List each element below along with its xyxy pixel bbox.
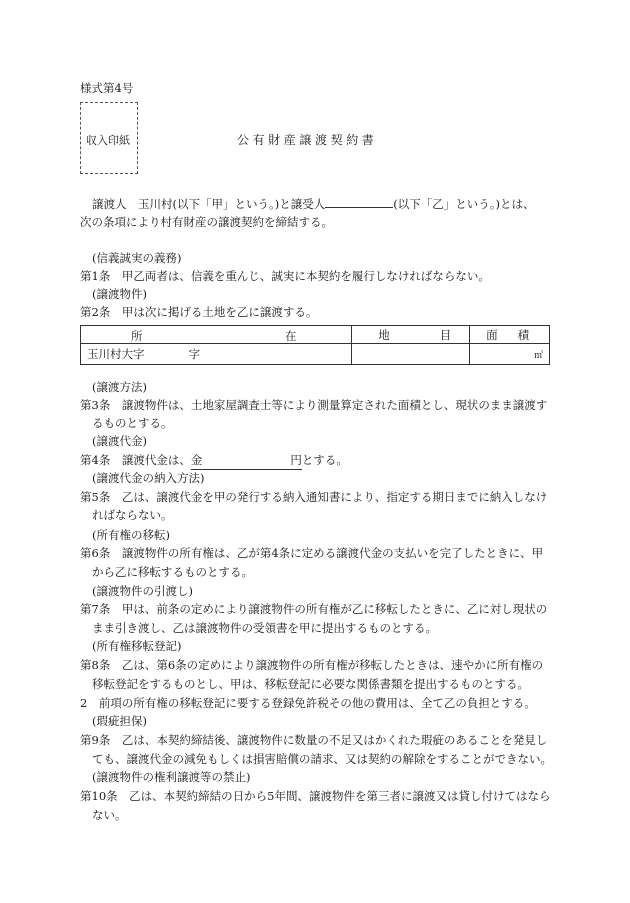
article-6-heading: (所有権の移転) xyxy=(92,528,170,542)
document-title: 公有財産譲渡契約書 xyxy=(237,133,378,147)
article-7-text-1: 第7条 甲は、前条の定めにより譲渡物件の所有権が乙に移転したときに、乙に対し現状の xyxy=(80,602,548,616)
article-9-text-1: 第9条 乙は、本契約締結後、譲渡物件に数量の不足又はかくれた瑕疵のあることを発見し xyxy=(80,733,548,747)
article-8-text-2: 移転登記をするものとし、甲は、移転登記に必要な関係書類を提出するものとする。 xyxy=(92,677,529,691)
header-location: 所 在 xyxy=(81,326,352,344)
article-1-text: 第1条 甲乙両者は、信義を重んじ、誠実に本契約を履行しなければならない。 xyxy=(80,269,490,283)
price-blank: 金 円 xyxy=(191,451,302,470)
preamble-line-1 xyxy=(92,195,534,213)
article-9-text-2: ても、譲渡代金の減免もしくは損害賠償の請求、又は契約の解除をすることができない。 xyxy=(92,752,552,766)
article-3-text-1: 第3条 譲渡物件は、土地家屋調査士等により測量算定された面積とし、現状のまま譲渡す xyxy=(80,398,548,412)
location-cell: 玉川村大字 字 xyxy=(81,344,352,365)
article-5-text-2: ればならない。 xyxy=(92,508,173,522)
header-land-category: 地 目 xyxy=(352,326,470,344)
form-number: 様式第4号 xyxy=(80,81,134,95)
article-9-heading: (瑕疵担保) xyxy=(92,714,147,728)
land-category-cell xyxy=(352,344,470,365)
article-10-text-1: 第10条 乙は、本契約締結の日から5年間、譲渡物件を第三者に譲渡又は貸し付けてはなら xyxy=(80,789,551,803)
stamp-label: 収入印紙 xyxy=(86,134,130,147)
article-3-text-2: るものとする。 xyxy=(92,416,173,430)
article-2-heading: (譲渡物件) xyxy=(92,287,147,301)
article-4-heading: (譲渡代金) xyxy=(92,434,147,448)
article-3-heading: (譲渡方法) xyxy=(92,380,147,394)
article-1-heading: (信義誠実の義務) xyxy=(92,251,182,265)
article-6-text-1: 第6条 譲渡物件の所有権は、乙が第4条に定める譲渡代金の支払いを完了したときに、甲 xyxy=(80,546,544,560)
article-6-text-2: から乙に移転するものとする。 xyxy=(92,565,253,579)
article-10-heading: (譲渡物件の権利譲渡等の禁止) xyxy=(92,770,251,784)
table-row xyxy=(81,344,550,365)
preamble-line-2: 次の条項により村有財産の譲渡契約を締結する。 xyxy=(80,215,333,229)
article-5-heading: (譲渡代金の納入方法) xyxy=(92,471,205,485)
article-8-heading: (所有権移転登記) xyxy=(92,639,182,653)
article-2-text: 第2条 甲は次に掲げる土地を乙に譲渡する。 xyxy=(80,305,318,319)
land-table xyxy=(80,325,550,365)
article-7-text-2: まま引き渡し、乙は譲渡物件の受領書を甲に提出するものとする。 xyxy=(92,621,437,635)
article-5-text-1: 第5条 乙は、譲渡代金を甲の発行する納入通知書により、指定する期日までに納入しなけ xyxy=(80,490,548,504)
header-area: 面 積 xyxy=(470,326,550,344)
article-8-paragraph-2: 2 前項の所有権の移転登記に要する登録免許税その他の費用は、全て乙の負担とする。 xyxy=(80,696,536,710)
preamble-text-b: (以下「乙」という。)とは、 xyxy=(393,197,535,211)
revenue-stamp-box xyxy=(80,102,138,174)
article-10-text-2: ない。 xyxy=(92,808,127,822)
land-table-header xyxy=(81,326,550,344)
article-7-heading: (譲渡物件の引渡し) xyxy=(92,584,193,598)
article-4-text: 第4条 譲渡代金は、金 円とする。 xyxy=(80,451,348,470)
assignee-name-blank xyxy=(325,195,393,208)
article-8-text-1: 第8条 乙は、第6条の定めにより譲渡物件の所有権が移転したときは、速やかに所有権の xyxy=(80,658,544,672)
preamble-text-a: 譲渡人 玉川村(以下「甲」という。)と譲受人 xyxy=(92,197,326,211)
area-cell: ㎡ xyxy=(470,344,550,365)
